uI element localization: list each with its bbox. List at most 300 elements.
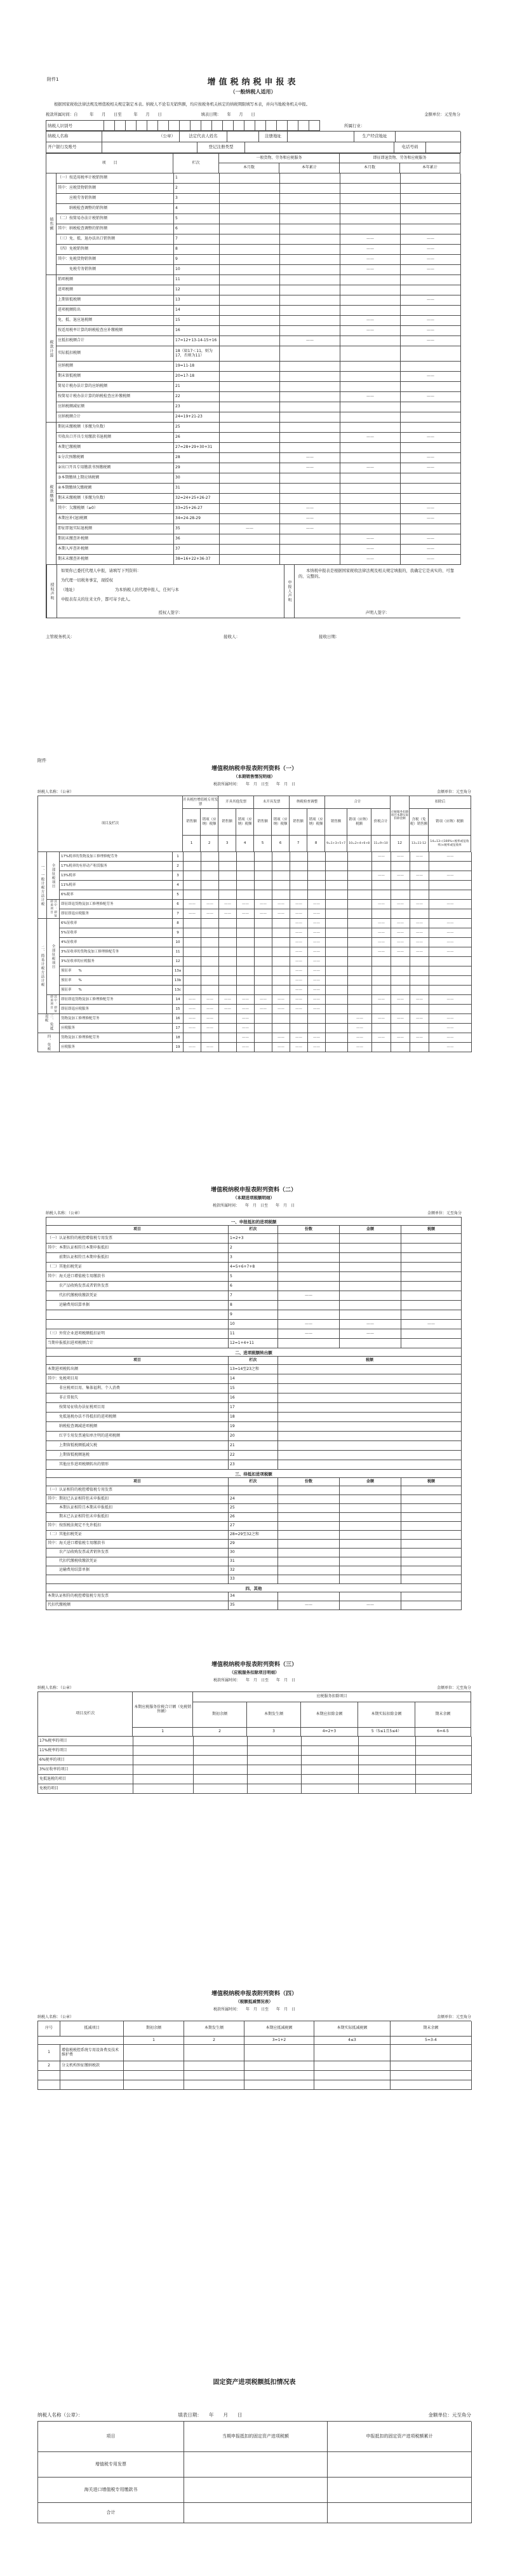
row-label: 5%征收率 <box>60 928 173 938</box>
row-label: 本期应补(退)税额 <box>57 514 174 524</box>
cell <box>359 1765 416 1775</box>
cell: —— <box>348 1014 372 1024</box>
table-row <box>57 173 460 184</box>
col-item: 项目 <box>38 2422 184 2452</box>
table-row <box>38 1765 471 1775</box>
row-label: 期初未缴查补税额 <box>57 534 174 545</box>
cell <box>237 881 255 890</box>
att2-sec2-colhead <box>46 1357 462 1365</box>
cell <box>248 1784 302 1794</box>
cell-refund-year: —— <box>401 392 461 402</box>
table-row <box>60 947 471 957</box>
cell <box>278 1495 340 1504</box>
row-line-number: 26 <box>229 1513 278 1522</box>
row-label: 本期入库查补税额 <box>57 545 174 555</box>
row-line-number: 8 <box>174 245 220 255</box>
cell <box>201 976 219 986</box>
cell: —— <box>340 1329 401 1339</box>
att3-meta-row <box>37 1685 471 1690</box>
cell: —— <box>290 995 308 1005</box>
row-label: 其中：期初已认证相符但未申报抵扣 <box>46 1495 229 1504</box>
fixed-meta-row <box>37 2411 471 2418</box>
cell <box>340 1244 401 1253</box>
cell-refund-month <box>340 494 401 504</box>
row-line-number: 6 <box>229 1282 278 1291</box>
row-label: 上期留抵税额 <box>57 295 174 306</box>
cell <box>272 1024 290 1033</box>
row-line-number: 35 <box>229 1601 278 1610</box>
table-row <box>57 392 460 402</box>
cell: —— <box>410 928 429 938</box>
cell <box>340 1522 401 1531</box>
cell <box>302 1765 359 1775</box>
table-row <box>57 295 460 306</box>
group-tax-calc <box>46 275 57 423</box>
cell <box>372 862 391 871</box>
row-label <box>46 1320 229 1329</box>
cell <box>272 928 290 938</box>
row-line-number: 19 <box>229 1422 278 1432</box>
side-group-exempt-credit <box>38 1014 60 1033</box>
row-line-number: 25 <box>174 423 220 433</box>
table-row <box>57 443 460 453</box>
table-row <box>60 919 471 928</box>
cell <box>237 938 255 947</box>
cell <box>429 909 472 919</box>
side-label: 三、免抵退税 <box>44 1014 53 1031</box>
table-row <box>38 1775 471 1784</box>
cell <box>401 1339 462 1348</box>
cell <box>326 862 348 871</box>
cell <box>278 1339 340 1348</box>
unit-label: 金额单位：元至角分 <box>428 2412 471 2418</box>
cell-general-month <box>220 473 280 484</box>
row-label: 海关进口增值税专用缴款书 <box>38 2478 184 2503</box>
cell-refund-year <box>401 484 461 494</box>
row-line-number: 10 <box>174 265 220 275</box>
cell <box>326 871 348 881</box>
cell <box>278 1557 340 1566</box>
cell: —— <box>308 986 326 995</box>
row-line-number: 12=1+4+11 <box>229 1339 278 1348</box>
group-no-invoice: 未开具发票 <box>254 796 290 809</box>
cell: —— <box>272 1005 290 1014</box>
cell-refund-year <box>401 285 461 295</box>
cell <box>278 1504 340 1513</box>
row-line-number: 2 <box>173 862 184 871</box>
auth-line: 申报表有关的往来文件，都可寄予此人。 <box>61 597 133 602</box>
cell <box>340 1531 401 1540</box>
row-line-number: 16 <box>174 326 220 336</box>
cell-refund-month <box>340 504 401 514</box>
table-row <box>38 2478 471 2503</box>
col-line: 栏次 <box>173 154 219 173</box>
cell: —— <box>308 1033 326 1043</box>
cell: —— <box>184 900 201 909</box>
row-line-number: 37 <box>174 545 220 555</box>
cell: —— <box>272 1033 290 1043</box>
cell-general-month <box>220 545 280 555</box>
cell: —— <box>410 1014 429 1024</box>
cell-general-month <box>220 382 280 392</box>
cell <box>278 1460 462 1470</box>
cell <box>219 862 237 871</box>
row-line-number: 5 <box>229 1272 278 1282</box>
cell <box>348 957 372 966</box>
row-label: 应税劳务销售额 <box>57 194 174 204</box>
attachment-label: 附件1 <box>47 77 59 82</box>
cell-refund-year: —— <box>401 534 461 545</box>
cell <box>328 2503 472 2523</box>
col-line: 栏次 <box>229 1478 278 1486</box>
cell <box>429 986 472 995</box>
cell: —— <box>372 1014 391 1024</box>
sub-sales: 销售额 <box>183 809 201 836</box>
cell-refund-month: —— <box>340 245 401 255</box>
cell: —— <box>290 1033 308 1043</box>
attachment-2-form <box>46 1185 462 1610</box>
cell <box>272 852 290 862</box>
table-row <box>46 1592 462 1601</box>
cell: —— <box>184 909 201 919</box>
table-row <box>46 1320 462 1329</box>
col-item: 项目 <box>46 1357 229 1365</box>
row-label: 17%税率的项目 <box>38 1737 133 1746</box>
cell <box>133 1746 194 1756</box>
att1-meta-row <box>37 789 471 794</box>
cell: —— <box>184 1024 201 1033</box>
cell <box>219 919 237 928</box>
cell: —— <box>372 947 391 957</box>
cell-refund-year <box>401 524 461 534</box>
row-line-number: 4=5+6+7+8 <box>229 1263 278 1272</box>
cell: —— <box>372 1033 391 1043</box>
table-row <box>60 976 471 986</box>
cell: —— <box>237 1043 255 1052</box>
cell <box>278 1253 340 1263</box>
cell <box>184 871 201 881</box>
cell-general-year: —— <box>280 336 340 346</box>
cell <box>201 890 219 900</box>
group-tax-payment <box>46 423 57 565</box>
row-line-number: 14 <box>174 306 220 316</box>
att3-table-header <box>38 1692 471 1737</box>
cell <box>401 1549 462 1557</box>
cell <box>124 2045 184 2061</box>
cell <box>348 938 372 947</box>
row-label: 运输费用结算单据 <box>46 1301 229 1310</box>
cell-general-month <box>220 484 280 494</box>
cell <box>416 1756 472 1765</box>
cell <box>255 881 272 890</box>
cell <box>194 1737 248 1746</box>
cell-general-year: —— <box>280 463 340 473</box>
cell <box>326 852 348 862</box>
row-label: 其中：按照税法规定不允许抵扣 <box>46 1522 229 1531</box>
col-current: 本期发生额 <box>184 2021 244 2037</box>
cell-general-month <box>220 295 280 306</box>
cell: —— <box>201 995 219 1005</box>
cell <box>340 1504 401 1513</box>
row-line-number: 9 <box>174 255 220 265</box>
cell <box>194 1756 248 1765</box>
cell-refund-month <box>340 372 401 382</box>
cell <box>248 1737 302 1746</box>
row-label: 非应税项目用、集体福利、个人消费 <box>46 1384 229 1393</box>
cell <box>278 1393 462 1403</box>
cell <box>340 1592 401 1601</box>
att2-sec4-rows <box>46 1592 462 1610</box>
table-row <box>38 2503 471 2523</box>
cell <box>314 2061 391 2071</box>
cell-general-year <box>280 255 340 265</box>
cell-general-month <box>220 194 280 204</box>
cell <box>429 976 472 986</box>
table-row <box>57 255 460 265</box>
cell-refund-month: —— <box>340 326 401 336</box>
side-sub-refund <box>47 995 60 1014</box>
cell <box>194 1746 248 1756</box>
table-row <box>38 2071 471 2080</box>
cell <box>219 890 237 900</box>
cell-refund-year <box>401 494 461 504</box>
cell: —— <box>348 1043 372 1052</box>
cell-general-month <box>220 184 280 194</box>
col-tax: 税额 <box>278 1357 462 1365</box>
row-label: 纳税检查调整的销售额 <box>57 204 174 214</box>
row-label: 6%税率的项目 <box>38 1756 133 1765</box>
group-sales <box>46 173 57 275</box>
col-num: 2 <box>184 2037 244 2045</box>
col-num: 1 <box>183 836 201 852</box>
cell <box>314 2071 391 2080</box>
cell <box>314 2045 391 2061</box>
receive-date-label: 接收日期： <box>319 634 340 639</box>
cell <box>348 947 372 957</box>
row-line-number: 11 <box>229 1329 278 1339</box>
col-num: 4≤3 <box>314 2037 391 2045</box>
cell <box>255 919 272 928</box>
cell: —— <box>290 1005 308 1014</box>
att2-title: 增值税纳税申报表附列资料（二） <box>210 1187 297 1193</box>
table-row <box>46 1540 462 1549</box>
sub-tax: 销项（应纳）税额 <box>307 809 325 836</box>
table-row <box>57 402 460 412</box>
cell <box>372 986 391 995</box>
cell: —— <box>429 919 472 928</box>
row-line-number: 15 <box>174 316 220 326</box>
table-row <box>57 306 460 316</box>
cell: —— <box>201 1024 219 1033</box>
row-label: 代扣代缴税收缴款凭证 <box>46 1291 229 1301</box>
table-row <box>46 1393 462 1403</box>
cell: —— <box>201 1005 219 1014</box>
col-tax: 税额 <box>401 1226 462 1234</box>
cell-refund-year: —— <box>401 234 461 245</box>
cell-general-month <box>220 423 280 433</box>
table-row <box>46 1234 462 1244</box>
cell: —— <box>237 1033 255 1043</box>
cell <box>401 1282 462 1291</box>
cell <box>416 1746 472 1756</box>
cell-refund-year: —— <box>401 372 461 382</box>
cell <box>359 1775 416 1784</box>
table-row <box>46 1291 462 1301</box>
taxpayer-name-label: 纳税人名称：（公章） <box>46 1211 83 1216</box>
row-line-number: 14 <box>173 995 184 1005</box>
cell <box>219 928 237 938</box>
cell <box>278 1263 340 1272</box>
cell: —— <box>308 1005 326 1014</box>
cell-refund-year <box>401 173 461 184</box>
col-closing: 期末余额 <box>391 2021 472 2037</box>
cell <box>255 890 272 900</box>
table-row <box>60 1043 471 1052</box>
cell-general-month <box>220 173 280 184</box>
cell <box>237 862 255 871</box>
cell <box>410 976 429 986</box>
table-row <box>60 871 471 881</box>
row-label: 应税服务 <box>60 1043 173 1052</box>
cell-refund-month <box>340 514 401 524</box>
declarant-vlabel <box>284 565 295 618</box>
col-num: 4 <box>236 836 254 852</box>
row-line-number: 12 <box>174 285 220 295</box>
cell <box>410 862 429 871</box>
cell <box>272 862 290 871</box>
cell <box>278 1282 340 1291</box>
row-line-number: 12 <box>173 957 184 966</box>
cell: —— <box>391 900 410 909</box>
cell <box>372 976 391 986</box>
cell-general-month <box>220 346 280 362</box>
cell <box>401 1253 462 1263</box>
row-label: 应纳税额合计 <box>57 412 174 423</box>
cell <box>124 2071 184 2080</box>
col-amount: 金额 <box>340 1478 401 1486</box>
cell <box>391 2045 472 2061</box>
table-row <box>60 957 471 966</box>
cell <box>340 1557 401 1566</box>
row-label: 纳税检查调减进项税额 <box>46 1422 229 1432</box>
cell <box>237 966 255 976</box>
row-line-number: 27=28+29+30+31 <box>174 443 220 453</box>
table-row <box>46 1432 462 1441</box>
cell <box>201 1033 219 1043</box>
cell <box>194 1784 248 1794</box>
cell <box>219 1043 237 1052</box>
table-row <box>46 1413 462 1422</box>
table-row <box>57 326 460 336</box>
cell-refund-month <box>340 285 401 295</box>
cell-general-year: —— <box>280 514 340 524</box>
taxpayer-info-table <box>46 131 460 153</box>
row-line-number: 21 <box>174 382 220 392</box>
row-line-number: 22 <box>174 392 220 402</box>
table-row <box>57 433 460 443</box>
cell <box>237 871 255 881</box>
table-row <box>57 382 460 392</box>
row-label: （四）免税销售额 <box>57 245 174 255</box>
cell <box>278 1522 340 1531</box>
cell <box>184 852 201 862</box>
cell-general-year <box>280 285 340 295</box>
cell <box>237 986 255 995</box>
row-line-number: 19 <box>173 1043 184 1052</box>
row-line-number: 3 <box>174 194 220 204</box>
row-label: 非正常损失 <box>46 1393 229 1403</box>
col-num: 14=13÷(100%+税率或征收率)×税率或征收率 <box>429 836 471 852</box>
cell <box>348 928 372 938</box>
table-row <box>46 1253 462 1263</box>
cell <box>278 1422 462 1432</box>
col-general-group: 一般货物、劳务和应税服务 <box>219 154 340 163</box>
row-line-number: 8 <box>173 919 184 928</box>
row-line-number: 15 <box>173 1005 184 1014</box>
row-line-number: 32 <box>229 1566 278 1575</box>
cell <box>401 1557 462 1566</box>
cell-general-month <box>220 412 280 423</box>
corner-cell: 项目及栏次 <box>38 1692 133 1737</box>
table-row <box>38 2045 471 2061</box>
cell: —— <box>340 1601 401 1610</box>
side-label: 一、一般计税方法计税 <box>40 864 44 906</box>
cell <box>255 947 272 957</box>
cell: —— <box>255 900 272 909</box>
cell <box>278 1413 462 1422</box>
cell <box>340 1549 401 1557</box>
cell-general-year <box>280 295 340 306</box>
cell <box>308 1024 326 1033</box>
table-row <box>46 1263 462 1272</box>
cell <box>326 1043 348 1052</box>
cell-general-year <box>280 275 340 285</box>
decl-line: 本纳税申报表是根据国家税收法律法规及相关规定填报的，我确定它是真实的、可靠的、完整的。 <box>298 569 454 579</box>
cell <box>410 986 429 995</box>
cell-general-year <box>280 362 340 372</box>
group-label: 税款缴纳 <box>49 484 53 503</box>
cell <box>372 957 391 966</box>
cell-general-month <box>220 433 280 443</box>
cell <box>410 881 429 890</box>
cell <box>244 2045 314 2061</box>
cell <box>244 2061 314 2071</box>
cell <box>302 1756 359 1765</box>
att1-subtitle: （本期销售情况明细） <box>234 774 275 779</box>
row-line-number: 17 <box>173 1024 184 1033</box>
row-line-number: 33 <box>229 1575 278 1584</box>
att2-table <box>46 1217 462 1610</box>
row-line-number: 31 <box>229 1557 278 1566</box>
cell-refund-year <box>401 362 461 372</box>
row-line-number: 22 <box>229 1451 278 1460</box>
cell-refund-month <box>340 362 401 372</box>
row-label: 前期认证相符且本期申报抵扣 <box>46 1253 229 1263</box>
cell-refund-year: —— <box>401 316 461 326</box>
cell-refund-year: —— <box>401 453 461 463</box>
cell-general-year <box>280 224 340 234</box>
row-label: 免抵退税的项目 <box>38 1775 133 1784</box>
cell: —— <box>290 947 308 957</box>
form1-main-table <box>46 153 460 618</box>
cell: —— <box>308 900 326 909</box>
col-num: 5（5≤1且5≤4） <box>358 1728 415 1737</box>
cell-general-year: —— <box>280 453 340 463</box>
cell <box>429 1005 472 1014</box>
cell <box>278 1575 340 1584</box>
col-creditable: 本期应抵减税额 <box>244 2021 314 2037</box>
cell <box>219 966 237 976</box>
